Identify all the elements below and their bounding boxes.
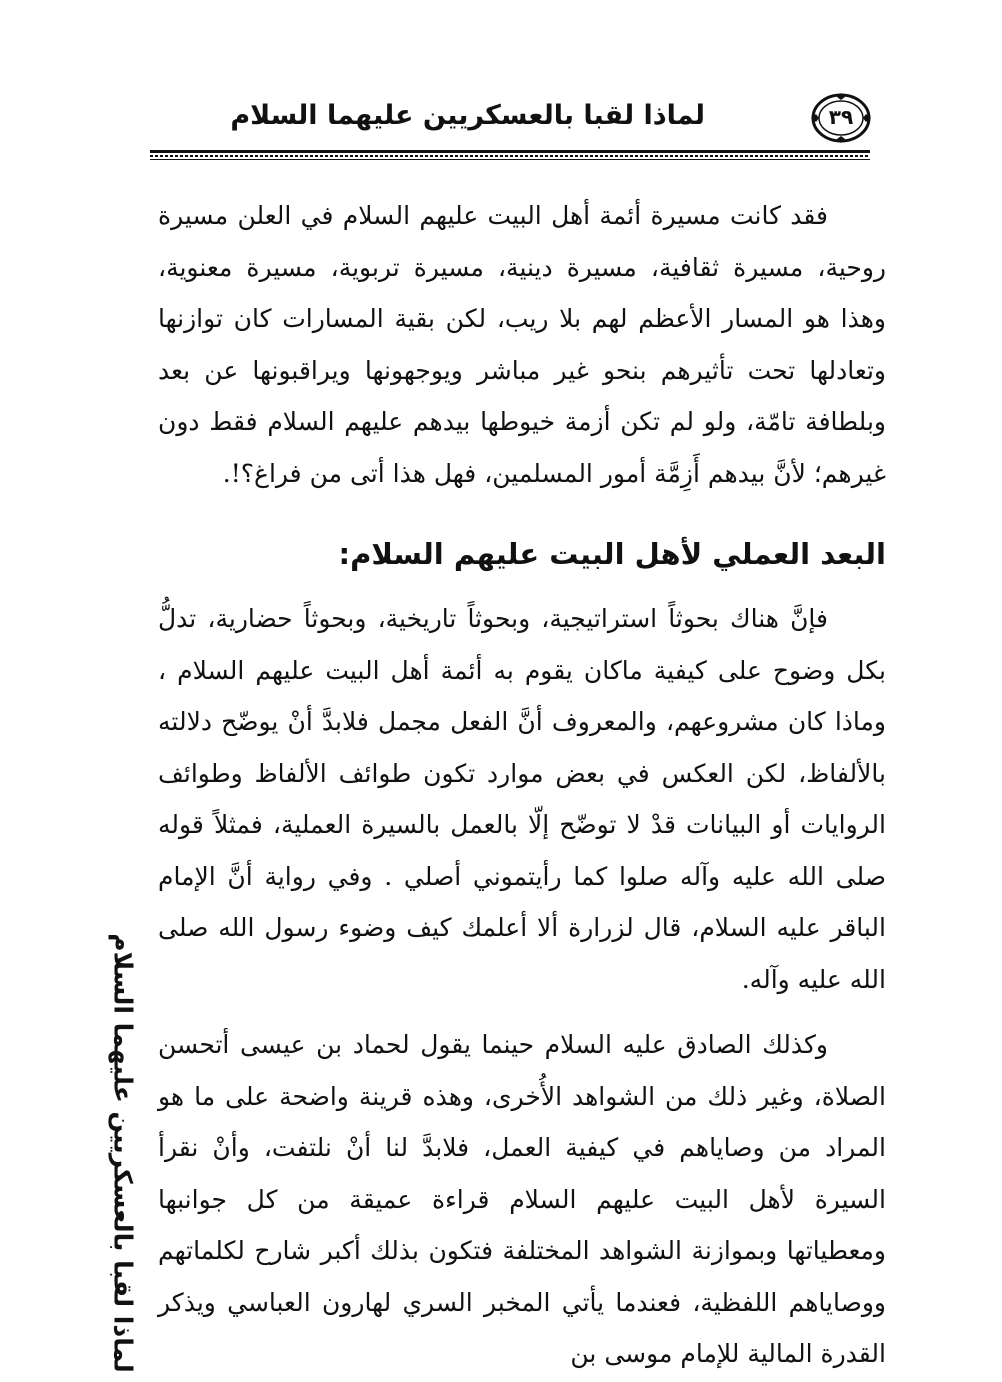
body-paragraph: فإنَّ هناك بحوثاً استراتيجية، وبحوثاً تاريخية، وبحوثاً حضارية، تدلُّ بكل وضوح على كيفية ماكان يقوم به أئمة أهل البيت عليهم السلام ، وماذا كان مشروعهم، والمعروف أنَّ الفعل مجمل فلابدَّ أنْ يوضّح دلالته بالألفاظ، لكن العكس في بعض موارد تكون طوائف الألفاظ وطوائف الروايات أو البيانات قدْ لا توضّح إلّا بالعمل بالسيرة العملية، فمثلاً قوله صلى الله عليه وآله صلوا كما رأيتموني أصلي . وفي رواية أنَّ الإمام الباقر عليه السلام، قال لزرارة ألا أعلمك كيف وضوء رسول الله صلى الله عليه وآله. [158, 604, 886, 994]
page-number: ٣٩ [828, 105, 854, 129]
page-body [158, 190, 886, 1380]
header-rule-dotted [150, 155, 870, 157]
running-header-title: لماذا لقبا بالعسكريين عليهما السلام [230, 100, 705, 131]
page-number-badge [810, 92, 872, 144]
side-running-title [98, 933, 148, 1373]
section-heading: البعد العملي لأهل البيت عليهم السلام: [338, 537, 886, 571]
side-title-text: لماذا لقبا بالعسكريين عليهما السلام [108, 933, 138, 1373]
body-paragraph: وكذلك الصادق عليه السلام حينما يقول لحماد بن عيسى أتحسن الصلاة، وغير ذلك من الشواهد الأُخرى، وهذه قرينة واضحة على ما هو المراد من وصاياهم في كيفية العمل، فلابدَّ لنا أنْ نلتفت، وأنْ نقرأ السيرة لأهل البيت عليهم السلام قراءة عميقة من كل جوانبها ومعطياتها وبموازنة الشواهد المختلفة فتكون بذلك أكبر شارح لكلماتهم ووصاياهم اللفظية، فعندما يأتي المخبر السري لهارون العباسي ويذكر القدرة المالية للإمام موسى بن [158, 1030, 886, 1368]
header-rule-thick [150, 150, 870, 153]
header-rules [150, 150, 870, 162]
header-rule-thin [150, 159, 870, 160]
page-header [150, 92, 880, 162]
body-paragraph: فقد كانت مسيرة أئمة أهل البيت عليهم السلام في العلن مسيرة روحية، مسيرة ثقافية، مسيرة دينية، مسيرة تربوية، مسيرة معنوية، وهذا هو المسار الأعظم لهم بلا ريب، لكن بقية المسارات كان توازنها وتعادلها تحت تأثيرهم بنحو غير مباشر ويوجهونها ويراقبونها عن بعد وبلطافة تامّة، ولو لم تكن أزمة خيوطها بيدهم عليهم السلام فقط دون غيرهم؛ لأنَّ بيدهم أَزِمَّة أمور المسلمين، فهل هذا أتى من فراغ؟!. [158, 201, 886, 488]
